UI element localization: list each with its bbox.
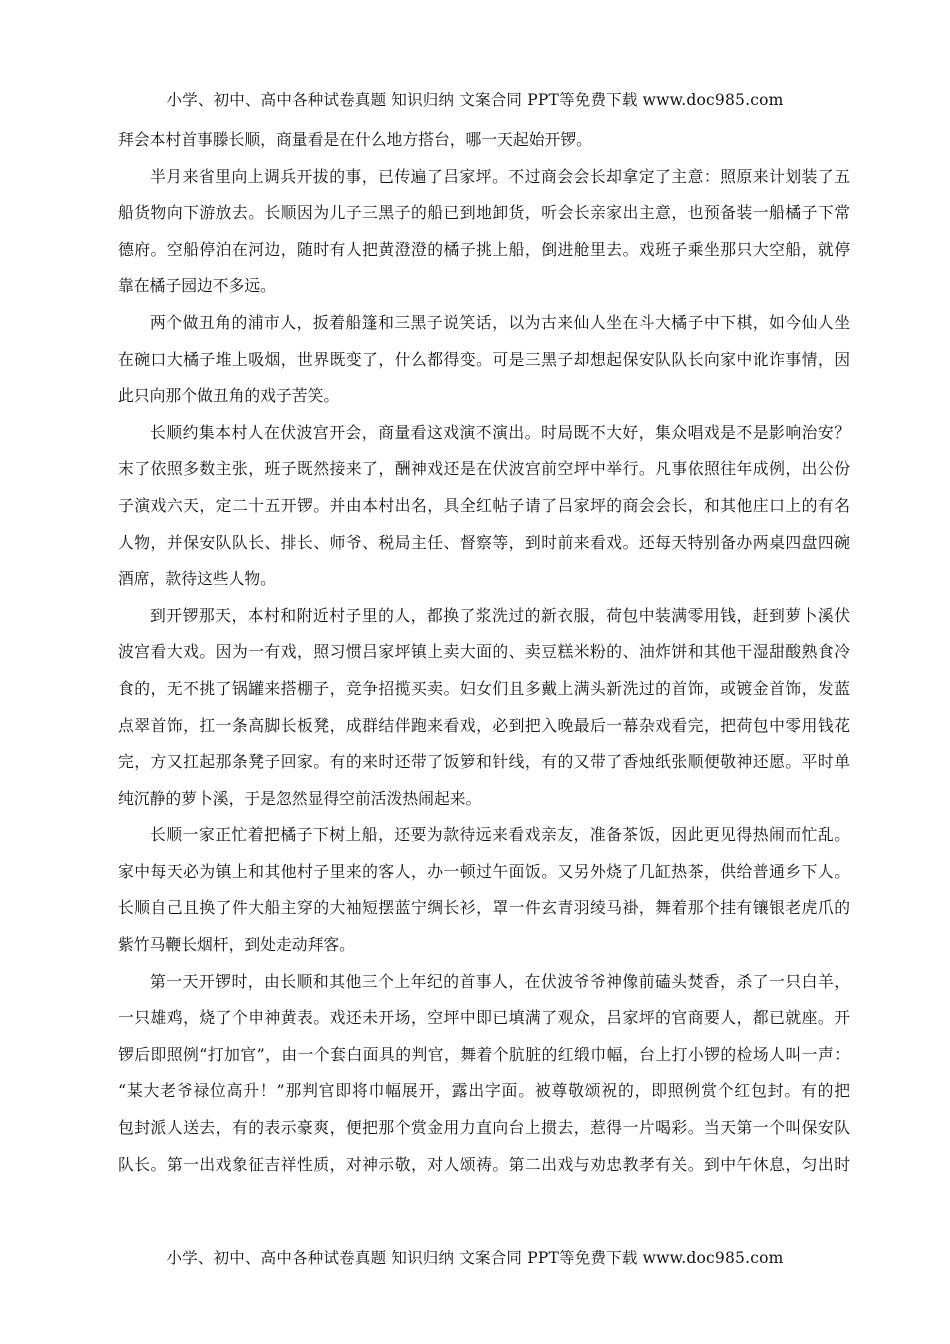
text-line: 包封派人送去，有的表示豪爽，便把那个赏金用力直向台上掼去，惹得一片喝彩。当天第一个叫保安队 xyxy=(118,1118,850,1138)
text-line: 长顺自己且换了件大船主穿的大袖短摆蓝宁绸长衫，罩一件玄青羽绫马褂，舞着那个挂有镶银老虎爪的 xyxy=(118,898,850,918)
page-header: 小学、初中、高中各种试卷真题 知识归纳 文案合同 PPT等免费下载 www.doc985.com xyxy=(166,91,784,109)
text-line: 两个做丑角的浦市人，扳着船篷和三黑子说笑话，以为古来仙人坐在斗大橘子中下棋，如今仙人坐 xyxy=(150,312,850,332)
text-line: 长顺约集本村人在伏波宫开会，商量看这戏演不演出。时局既不大好，集众唱戏是不是影响治安？ xyxy=(150,422,850,442)
text-line: 此只向那个做丑角的戏子苦笑。 xyxy=(118,386,340,406)
text-line: 锣后即照例“打加官”，由一个套白面具的判官，舞着个肮脏的红缎巾幅，台上打小锣的检场人叫一声： xyxy=(118,1044,850,1064)
article-body xyxy=(118,122,850,1183)
text-line: 长顺一家正忙着把橘子下树上船，还要为款待远来看戏亲友，准备茶饭，因此更见得热闹而忙乱。 xyxy=(150,825,850,845)
text-line: 完，方又扛起那条凳子回家。有的来时还带了饭箩和针线，有的又带了香烛纸张顺便敬神还愿。平时单 xyxy=(118,752,850,772)
text-line: 半月来省里向上调兵开拔的事，已传遍了吕家坪。不过商会会长却拿定了主意：照原来计划装了五 xyxy=(150,166,850,186)
text-line: 德府。空船停泊在河边，随时有人把黄澄澄的橘子挑上船，倒进舱里去。戏班子乘坐那只大空船，就停 xyxy=(118,239,850,259)
text-line: 紫竹马鞭长烟杆，到处走动拜客。 xyxy=(118,935,355,955)
text-line: 食的，无不挑了锅罐来搭棚子，竞争招揽买卖。妇女们且多戴上满头新洗过的首饰，或镀金首饰，发蓝 xyxy=(118,678,850,698)
text-line: “某大老爷禄位高升！”那判官即将巾幅展开，露出字面。被尊敬颂祝的，即照例赏个红包封。有的把 xyxy=(118,1081,850,1101)
text-line: 子演戏六天，定二十五开锣。并由本村出名，具全红帖子请了吕家坪的商会会长，和其他庄口上的有名 xyxy=(118,495,850,515)
text-line: 拜会本村首事滕长顺，商量看是在什么地方搭台，哪一天起始开锣。 xyxy=(118,130,592,149)
text-line: 到开锣那天，本村和附近村子里的人，都换了浆洗过的新衣服，荷包中装满零用钱，赶到萝卜溪伏 xyxy=(150,605,850,625)
text-line: 队长。第一出戏象征吉祥性质，对神示敬，对人颂祷。第二出戏与劝忠教孝有关。到中午休息，匀出时 xyxy=(118,1154,850,1174)
text-line: 家中每天必为镇上和其他村子里来的客人，办一顿过午面饭。又另外烧了几缸热茶，供给普通乡下人。 xyxy=(118,861,850,881)
text-line: 在碗口大橘子堆上吸烟，世界既变了，什么都得变。可是三黑子却想起保安队队长向家中讹诈事情，因 xyxy=(118,349,850,369)
page-footer: 小学、初中、高中各种试卷真题 知识归纳 文案合同 PPT等免费下载 www.doc985.com xyxy=(166,1249,784,1267)
text-line: 点翠首饰，扛一条高脚长板凳，成群结伴跑来看戏，必到把入晚最后一幕杂戏看完，把荷包中零用钱花 xyxy=(118,715,850,735)
text-line: 酒席，款待这些人物。 xyxy=(118,569,276,589)
text-line: 船货物向下游放去。长顺因为儿子三黑子的船已到地卸货，听会长亲家出主意，也预备装一船橘子下常 xyxy=(118,203,850,223)
text-line: 末了依照多数主张，班子既然接来了，酬神戏还是在伏波宫前空坪中举行。凡事依照往年成例，出公份 xyxy=(118,459,850,479)
text-line: 靠在橘子园边不多远。 xyxy=(118,276,276,296)
text-line: 一只雄鸡，烧了个申神黄表。戏还未开场，空坪中即已填满了观众，吕家坪的官商要人，都已就座。开 xyxy=(118,1008,850,1028)
text-line: 人物，并保安队队长、排长、师爷、税局主任、督察等，到时前来看戏。还每天特别备办两桌四盘四碗 xyxy=(118,532,850,552)
text-line: 纯沉静的萝卜溪，于是忽然显得空前活泼热闹起来。 xyxy=(118,788,482,808)
text-line: 第一天开锣时，由长顺和其他三个上年纪的首事人，在伏波爷爷神像前磕头焚香，杀了一只白羊， xyxy=(150,971,850,991)
text-line: 波宫看大戏。因为一有戏，照习惯吕家坪镇上卖大面的、卖豆糕米粉的、油炸饼和其他干湿甜酸熟食冷 xyxy=(118,642,850,662)
